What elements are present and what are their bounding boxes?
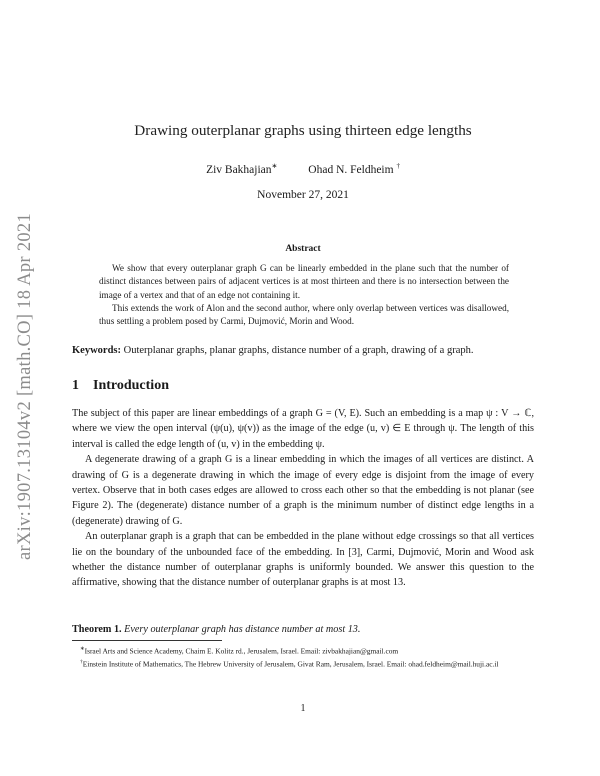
footnote-marker: ∗ [271, 162, 278, 170]
body-paragraph: An outerplanar graph is a graph that can be embedded in the plane without edge crossings so that all vertices lie on the boundary of the unbounded face of the embedding. In [3], Carmi, Dujmović, Morin and Wood ask whether the distance number of outerplanar graphs is uniformly bounded. We answer this question to the affirmative, showing that the distance number of outerplanar graphs is at most 13. [72, 531, 534, 589]
section-number: 1 [72, 378, 79, 393]
footnote-2 [72, 657, 534, 670]
author-name: Ohad N. Feldheim [308, 163, 394, 176]
abstract-heading: Abstract [285, 244, 321, 254]
keywords-label: Keywords: [72, 345, 121, 356]
footnote-text: Einstein Institute of Mathematics, The Hebrew University of Jerusalem, Givat Ram, Jerusalem, Israel. Email: ohad.feldheim@mail.huji.ac.il [82, 659, 499, 669]
abstract-paragraph: We show that every outerplanar graph G can be linearly embedded in the plane such that the number of distinct distances between pairs of adjacent vertices is at most thirteen and there is no intersection between the image of a vertex and that of an edge not containing it. [99, 263, 509, 300]
author-2 [308, 162, 400, 176]
author-1 [206, 162, 277, 176]
keywords-line [72, 345, 534, 356]
section-title: Introduction [93, 378, 169, 393]
keywords-text: Outerplanar graphs, planar graphs, distance number of a graph, drawing of a graph. [123, 345, 474, 356]
footnote-divider [72, 640, 222, 641]
introduction-body [72, 406, 534, 591]
arxiv-identifier-stamp: arXiv:1907.13104v2 [math.CO] 18 Apr 2021 [15, 212, 35, 560]
footnote-1 [72, 644, 534, 657]
footnote-marker: † [396, 162, 400, 170]
body-paragraph: A degenerate drawing of a graph G is a linear embedding in which the images of all vertices are distinct. A drawing of G is a degenerate drawing in which the image of every edge is disjoint from the image of every vertex. Observe that in both cases edges are allowed to cross each other so that the embedding is not planar (see Figure 2). The (degenerate) distance number of a graph is the minimum number of distinct edge lengths in a (degenerate) drawing of G. [72, 454, 534, 527]
footnote-marker: ∗ [80, 646, 85, 652]
author-list [72, 162, 534, 176]
body-paragraph: The subject of this paper are linear embeddings of a graph G = (V, E). Such an embedding is a map ψ : V → ℂ, where we view the open interval (ψ(u), ψ(v)) as the image of the edge (u, v) ∈ E through ψ. The length of this interval is called the edge length of (u, v) in the embedding ψ. [72, 408, 534, 450]
theorem-text: Every outerplanar graph has distance number at most 13. [124, 624, 361, 635]
paper-title: Drawing outerplanar graphs using thirteen edge lengths [134, 122, 472, 139]
abstract-paragraph: This extends the work of Alon and the second author, where only overlap between vertices was disallowed, thus settling a problem posed by Carmi, Dujmović, Morin and Wood. [99, 302, 509, 327]
author-name: Ziv Bakhajian [206, 163, 272, 176]
abstract-body [99, 262, 509, 328]
section-heading [72, 378, 169, 394]
footnote-marker: † [80, 659, 83, 666]
paper-date: November 27, 2021 [257, 189, 349, 201]
page-number: 1 [300, 703, 306, 714]
footnote-text: Israel Arts and Science Academy, Chaim E. Kolitz rd., Jerusalem, Israel. Email: zivbakhajian@gmail.com [84, 646, 399, 656]
theorem-label: Theorem 1. [72, 624, 122, 635]
footnotes [72, 644, 534, 670]
theorem-statement [72, 624, 534, 635]
